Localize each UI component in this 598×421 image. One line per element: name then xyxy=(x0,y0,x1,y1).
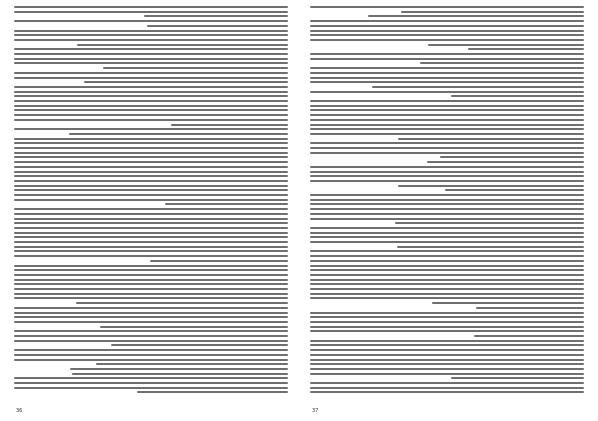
right-page-text-column xyxy=(310,6,584,399)
text-line xyxy=(310,81,584,83)
text-line xyxy=(310,326,584,328)
text-line xyxy=(14,246,288,248)
text-line xyxy=(14,30,288,32)
text-line xyxy=(14,241,288,243)
text-line xyxy=(14,359,288,361)
text-line xyxy=(310,171,584,173)
text-line xyxy=(372,86,584,88)
text-line xyxy=(14,34,288,36)
text-line xyxy=(310,58,584,60)
text-line xyxy=(14,58,288,60)
text-line xyxy=(451,377,584,379)
text-line xyxy=(14,377,288,379)
text-line xyxy=(310,236,584,238)
text-line xyxy=(476,307,584,309)
text-line xyxy=(310,218,584,220)
text-line xyxy=(310,250,584,252)
text-line xyxy=(310,391,584,393)
text-line xyxy=(14,128,288,130)
text-line xyxy=(144,15,289,17)
text-line xyxy=(310,293,584,295)
text-line xyxy=(14,288,288,290)
text-line xyxy=(310,142,584,144)
text-line xyxy=(310,72,584,74)
text-line xyxy=(111,344,288,346)
text-line xyxy=(310,349,584,351)
text-line xyxy=(310,359,584,361)
text-line xyxy=(70,368,288,370)
text-line xyxy=(310,91,584,93)
text-line xyxy=(69,133,288,135)
left-page-text-column xyxy=(14,6,288,399)
text-line xyxy=(310,288,584,290)
text-line xyxy=(14,297,288,299)
text-line xyxy=(310,124,584,126)
text-line xyxy=(310,387,584,389)
text-line xyxy=(14,194,288,196)
text-line xyxy=(310,6,584,8)
text-line xyxy=(310,354,584,356)
text-line xyxy=(14,265,288,267)
text-line xyxy=(14,382,288,384)
text-line xyxy=(14,293,288,295)
text-line xyxy=(310,344,584,346)
text-line xyxy=(14,105,288,107)
text-line xyxy=(14,142,288,144)
text-line xyxy=(14,109,288,111)
text-line xyxy=(451,95,584,97)
text-line xyxy=(310,109,584,111)
text-line xyxy=(310,20,584,22)
text-line xyxy=(310,265,584,267)
text-line xyxy=(14,283,288,285)
text-line xyxy=(14,77,288,79)
text-line xyxy=(310,368,584,370)
text-line xyxy=(137,391,288,393)
text-line xyxy=(14,62,288,64)
right-page-number: 37 xyxy=(312,408,319,414)
text-line xyxy=(14,307,288,309)
text-line xyxy=(310,279,584,281)
text-line xyxy=(14,138,288,140)
text-line xyxy=(14,6,288,8)
text-line xyxy=(310,152,584,154)
text-line xyxy=(310,255,584,257)
text-line xyxy=(310,166,584,168)
text-line xyxy=(14,250,288,252)
text-line xyxy=(100,326,288,328)
text-line xyxy=(310,203,584,205)
text-line xyxy=(14,185,288,187)
text-line xyxy=(474,335,584,337)
text-line xyxy=(14,53,288,55)
text-line xyxy=(14,91,288,93)
text-line xyxy=(14,48,288,50)
text-line xyxy=(165,203,288,205)
text-line xyxy=(310,363,584,365)
text-line xyxy=(14,340,288,342)
text-line xyxy=(398,138,584,140)
text-line xyxy=(14,152,288,154)
text-line xyxy=(76,302,288,304)
text-line xyxy=(310,180,584,182)
text-line xyxy=(310,175,584,177)
text-line xyxy=(310,147,584,149)
text-line xyxy=(310,316,584,318)
text-line xyxy=(310,373,584,375)
text-line xyxy=(310,34,584,36)
text-line xyxy=(14,95,288,97)
text-line xyxy=(398,185,584,187)
text-line xyxy=(310,133,584,135)
text-line xyxy=(14,279,288,281)
text-line xyxy=(310,312,584,314)
text-line xyxy=(368,15,584,17)
text-line xyxy=(72,373,288,375)
text-line xyxy=(310,321,584,323)
text-line xyxy=(427,161,584,163)
text-line xyxy=(310,128,584,130)
text-line xyxy=(96,363,288,365)
text-line xyxy=(14,354,288,356)
text-line xyxy=(14,11,288,13)
text-line xyxy=(310,119,584,121)
text-line xyxy=(310,114,584,116)
text-line xyxy=(310,77,584,79)
text-line xyxy=(14,232,288,234)
text-line xyxy=(14,316,288,318)
left-page xyxy=(8,0,294,421)
text-line xyxy=(310,100,584,102)
text-line xyxy=(310,274,584,276)
text-line xyxy=(468,48,584,50)
text-line xyxy=(14,39,288,41)
text-line xyxy=(14,100,288,102)
text-line xyxy=(14,180,288,182)
text-line xyxy=(310,208,584,210)
text-line xyxy=(310,25,584,27)
text-line xyxy=(14,222,288,224)
text-line xyxy=(14,269,288,271)
text-line xyxy=(14,189,288,191)
text-line xyxy=(401,11,584,13)
text-line xyxy=(14,213,288,215)
text-line xyxy=(395,222,584,224)
text-line xyxy=(77,44,288,46)
text-line xyxy=(310,105,584,107)
text-line xyxy=(310,30,584,32)
text-line xyxy=(14,199,288,201)
text-line xyxy=(14,166,288,168)
text-line xyxy=(14,147,288,149)
text-line xyxy=(14,161,288,163)
text-line xyxy=(310,260,584,262)
text-line xyxy=(310,330,584,332)
text-line xyxy=(14,208,288,210)
text-line xyxy=(14,330,288,332)
text-line xyxy=(397,246,585,248)
text-line xyxy=(310,297,584,299)
text-line xyxy=(310,194,584,196)
text-line xyxy=(14,236,288,238)
text-line xyxy=(14,312,288,314)
text-line xyxy=(84,81,288,83)
text-line xyxy=(310,340,584,342)
text-line xyxy=(310,67,584,69)
text-line xyxy=(14,321,288,323)
text-line xyxy=(310,382,584,384)
text-line xyxy=(14,227,288,229)
text-line xyxy=(14,86,288,88)
text-line xyxy=(310,53,584,55)
text-line xyxy=(310,199,584,201)
text-line xyxy=(432,302,584,304)
text-line xyxy=(14,20,288,22)
left-page-number: 36 xyxy=(16,408,23,414)
text-line xyxy=(14,72,288,74)
text-line xyxy=(420,62,584,64)
text-line xyxy=(14,387,288,389)
text-line xyxy=(14,255,288,257)
text-line xyxy=(147,25,288,27)
text-line xyxy=(150,260,288,262)
text-line xyxy=(14,175,288,177)
text-line xyxy=(440,156,584,158)
text-line xyxy=(310,227,584,229)
text-line xyxy=(310,283,584,285)
text-line xyxy=(14,119,288,121)
text-line xyxy=(14,114,288,116)
text-line xyxy=(310,269,584,271)
right-page xyxy=(304,0,590,421)
text-line xyxy=(310,39,584,41)
text-line xyxy=(310,213,584,215)
text-line xyxy=(14,156,288,158)
text-line xyxy=(103,67,288,69)
text-line xyxy=(310,232,584,234)
text-line xyxy=(445,189,584,191)
text-line xyxy=(310,241,584,243)
text-line xyxy=(14,218,288,220)
text-line xyxy=(14,335,288,337)
text-line xyxy=(14,274,288,276)
text-line xyxy=(171,124,288,126)
text-line xyxy=(14,349,288,351)
text-line xyxy=(14,171,288,173)
text-line xyxy=(428,44,584,46)
